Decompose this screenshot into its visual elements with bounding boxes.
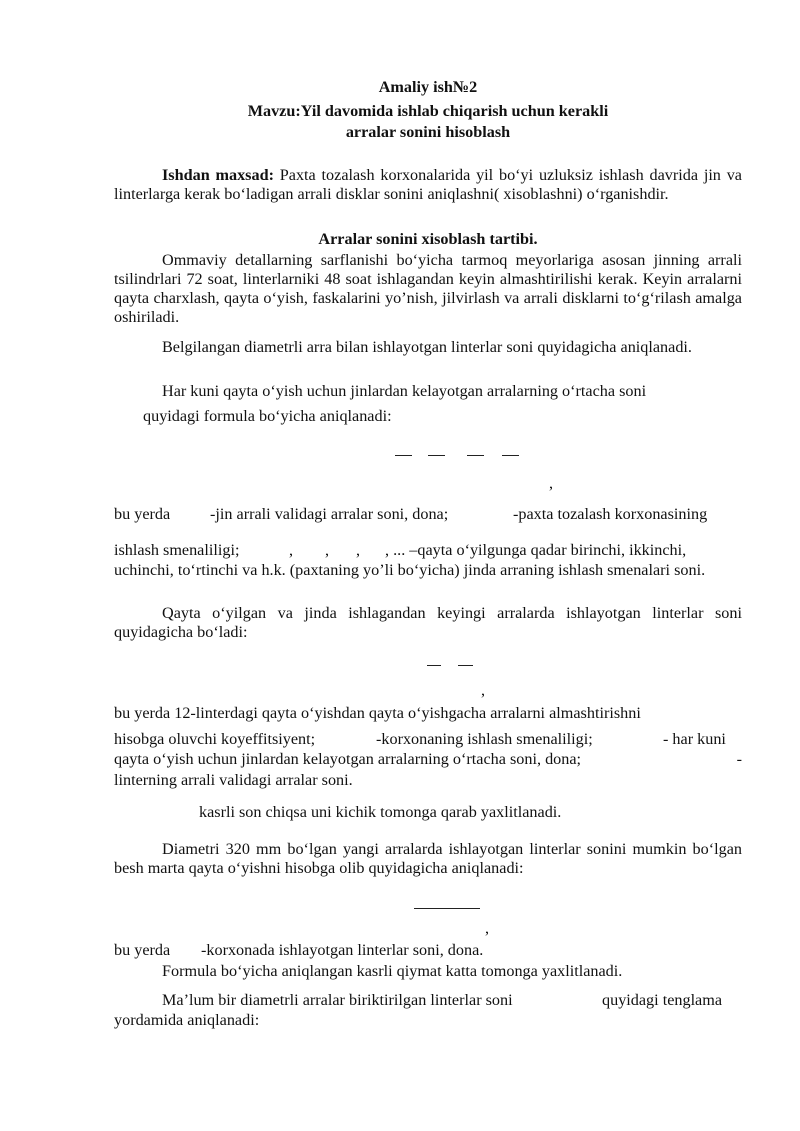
doc-title: Amaliy ish№2 xyxy=(378,78,478,96)
purpose-paragraph xyxy=(114,166,742,204)
def1-sep: , xyxy=(356,541,361,559)
def2-shift: -korxonaning ishlash smenaliligi; xyxy=(376,730,593,748)
section-title: Arralar sonini xisoblash tartibi. xyxy=(318,230,538,248)
formula-1-bar xyxy=(395,455,412,456)
def1-sequence: , ... –qayta o‘yilgunga qadar birinchi, ikkinchi, xyxy=(385,541,687,559)
def1-sep: , xyxy=(289,541,294,559)
def1-company: -paxta tozalash korxonasining xyxy=(513,505,708,523)
purpose-text: Paxta tozalash korxonalarida yil bo‘yi uzluksiz ishlash davrida jin va linterlarga kerak bo‘ladigan arrali disklar sonini aniqlashni( xisoblashni) o‘rganishdir. xyxy=(114,166,742,203)
def2-avg: qayta o‘yish uchun jinlardan kelayotgan arralarning o‘rtacha soni, dona; xyxy=(114,750,582,768)
def1-lead: bu yerda xyxy=(114,505,171,523)
formula-1-bar xyxy=(502,455,519,456)
doc-topic-cont: arralar sonini hisoblash xyxy=(345,123,511,141)
paragraph-6: Diametri 320 mm bo‘lgan yangi arralarda ishlayotgan linterlar sonini mumkin bo‘lgan besh marta qayta o‘yishni hisobga olib quyidagicha aniqlanadi: xyxy=(114,840,742,877)
formula-2-bar xyxy=(427,665,441,666)
formula-2-bar xyxy=(458,665,473,666)
def2-line3 xyxy=(114,750,742,769)
def1-saws: -jin arrali validagi arralar soni, dona; xyxy=(210,505,449,523)
purpose-label: Ishdan maxsad: xyxy=(162,166,274,184)
def1-tail: uchinchi, to‘rtinchi va h.k. (paxtaning yo’li bo‘yicha) jinda arraning ishlash smenalari soni. xyxy=(114,561,706,579)
formula-1-bar xyxy=(428,455,445,456)
def1-sep: , xyxy=(325,541,330,559)
paragraph-3-cont: quyidagi formula bo‘yicha aniqlanadi: xyxy=(143,407,392,425)
paragraph-7: Formula bo‘yicha aniqlangan kasrli qiymat katta tomonga yaxlitlanadi. xyxy=(162,962,623,980)
def3-lead: bu yerda xyxy=(114,941,171,959)
formula-3-bar xyxy=(414,908,480,909)
paragraph-1: Ommaviy detallarning sarflanishi bo‘yicha tarmoq meyorlariga asosan jinning arrali tsilindrlari 72 soat, linterlarniki 48 soat ishlagandan keyin almashtirilishi kerak. Keyin arralarni qayta charxlash, qayta o‘yish, faskalarini yo’nish, jilvirlash va arrali disklarni to‘g‘rilash amalga oshiriladi. xyxy=(114,251,742,326)
paragraph-8-a: Ma’lum bir diametrli arralar biriktirilgan linterlar soni xyxy=(162,991,513,1009)
def2-dash: - xyxy=(736,750,742,768)
paragraph-4: Qayta o‘yilgan va jinda ishlagandan keyingi arralarda ishlayotgan linterlar soni quyidagicha bo‘ladi: xyxy=(114,604,742,641)
def2-line4: linterning arrali validagi arralar soni. xyxy=(114,771,353,789)
formula-1-bar xyxy=(467,455,484,456)
formula-2-comma: , xyxy=(481,681,486,699)
formula-3-comma: , xyxy=(485,919,490,937)
def3-linters: -korxonada ishlayotgan linterlar soni, dona. xyxy=(201,941,484,959)
doc-topic: Mavzu:Yil davomida ishlab chiqarish uchun kerakli xyxy=(247,102,609,120)
paragraph-8-c: yordamida aniqlanadi: xyxy=(114,1011,260,1029)
paragraph-3: Har kuni qayta o‘yish uchun jinlardan kelayotgan arralarning o‘rtacha soni xyxy=(162,382,647,400)
paragraph-5: kasrli son chiqsa uni kichik tomonga qarab yaxlitlanadi. xyxy=(199,803,562,821)
def1-shift: ishlash smenaliligi; xyxy=(114,541,240,559)
def2-line1: bu yerda 12-linterdagi qayta o‘yishdan qayta o‘yishgacha arralarni almashtirishni xyxy=(114,704,641,722)
paragraph-8-b: quyidagi tenglama xyxy=(602,991,723,1009)
paragraph-2: Belgilangan diametrli arra bilan ishlayotgan linterlar soni quyidagicha aniqlanadi. xyxy=(162,338,692,356)
def2-coef: hisobga oluvchi koyeffitsiyent; xyxy=(114,730,316,748)
formula-1-comma: , xyxy=(549,474,554,492)
def2-daily: - har kuni xyxy=(663,730,726,748)
